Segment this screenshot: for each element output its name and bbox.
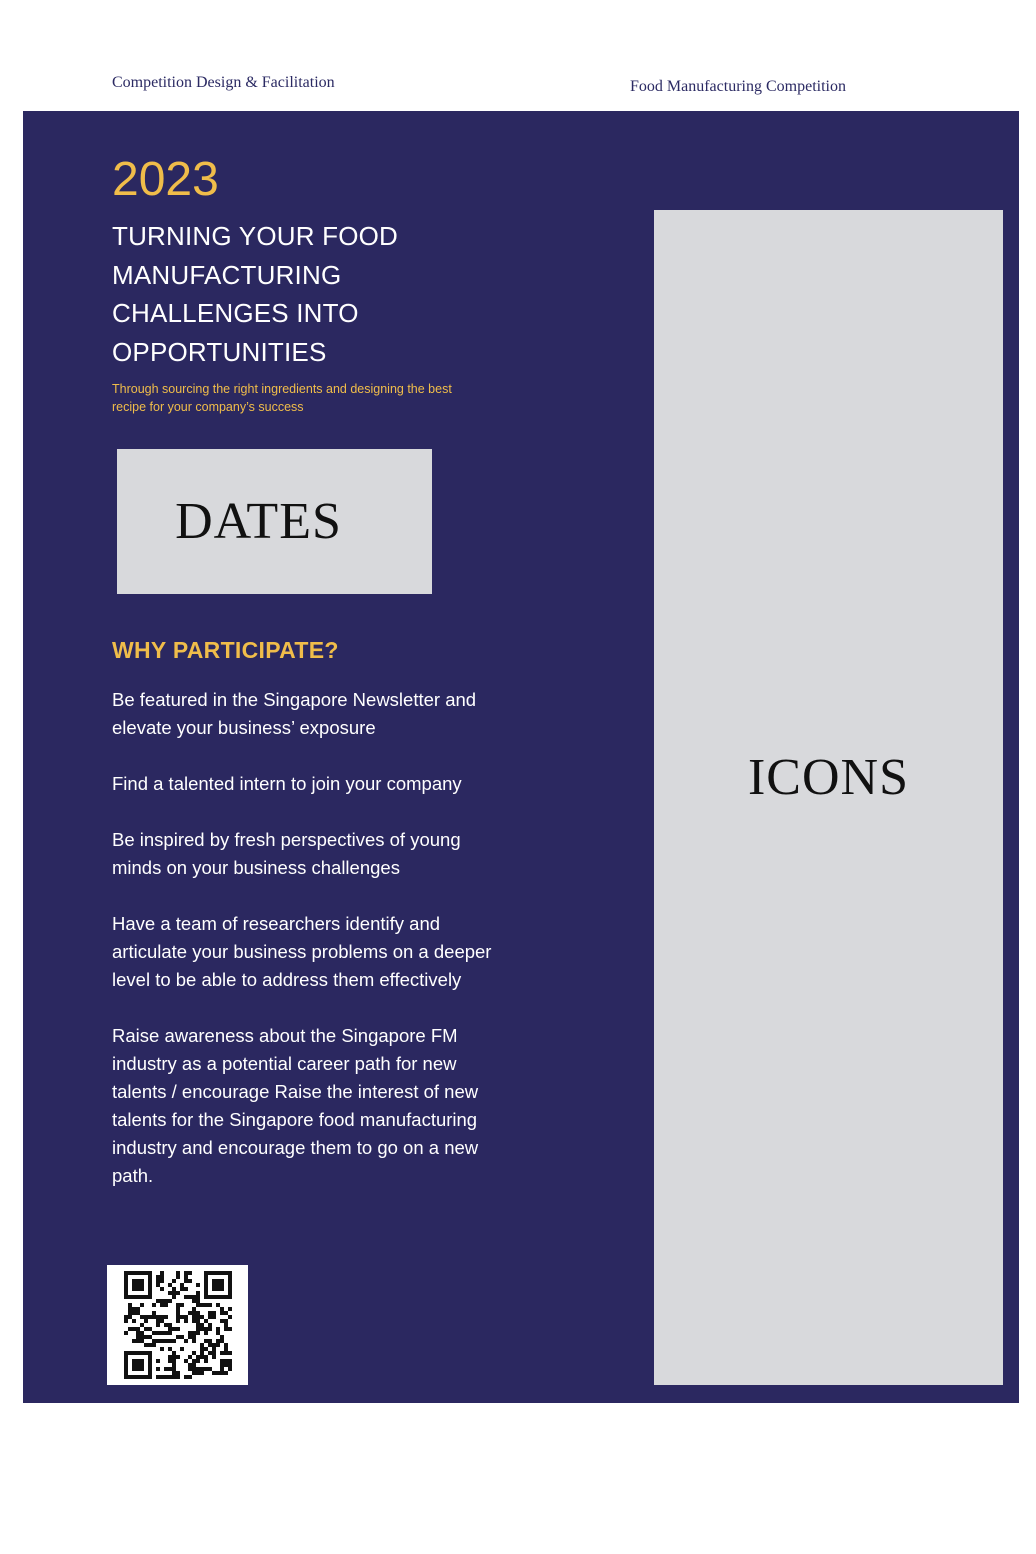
header-left-title: Competition Design & Facilitation xyxy=(112,74,335,91)
subline: Through sourcing the right ingredients and designing the best recipe for your company’s success xyxy=(112,382,452,414)
benefits-list xyxy=(112,686,512,1218)
headline-line: CHALLENGES INTO xyxy=(112,298,359,328)
qr-code-icon xyxy=(124,1271,232,1379)
benefit-item: Have a team of researchers identify and articulate your business problems on a deeper level to be able to address them effectively xyxy=(112,913,492,990)
dates-label: DATES xyxy=(175,493,342,550)
headline xyxy=(112,217,592,371)
headline-line: MANUFACTURING xyxy=(112,259,342,290)
icons-placeholder xyxy=(654,210,1003,1385)
benefit-item: Find a talented intern to join your company xyxy=(112,773,462,794)
why-participate-heading: WHY PARTICIPATE? xyxy=(112,637,339,663)
year: 2023 xyxy=(112,153,219,206)
benefit-item: Be featured in the Singapore Newsletter and elevate your business’ exposure xyxy=(112,689,477,738)
benefit-item: Be inspired by fresh perspectives of young minds on your business challenges xyxy=(112,829,461,878)
benefit-item: Raise awareness about the Singapore FM industry as a potential career path for new talents / encourage Raise the interest of new talents for the Singapore food manufacturing industry and encourage them to go on a new path. xyxy=(112,1025,479,1186)
icons-label: ICONS xyxy=(747,749,910,806)
headline-line: OPPORTUNITIES xyxy=(112,336,327,367)
qr-code[interactable] xyxy=(107,1265,248,1385)
header-right-title: Food Manufacturing Competition xyxy=(630,78,846,95)
dates-placeholder xyxy=(117,449,432,594)
headline-line: TURNING YOUR FOOD xyxy=(112,221,399,251)
